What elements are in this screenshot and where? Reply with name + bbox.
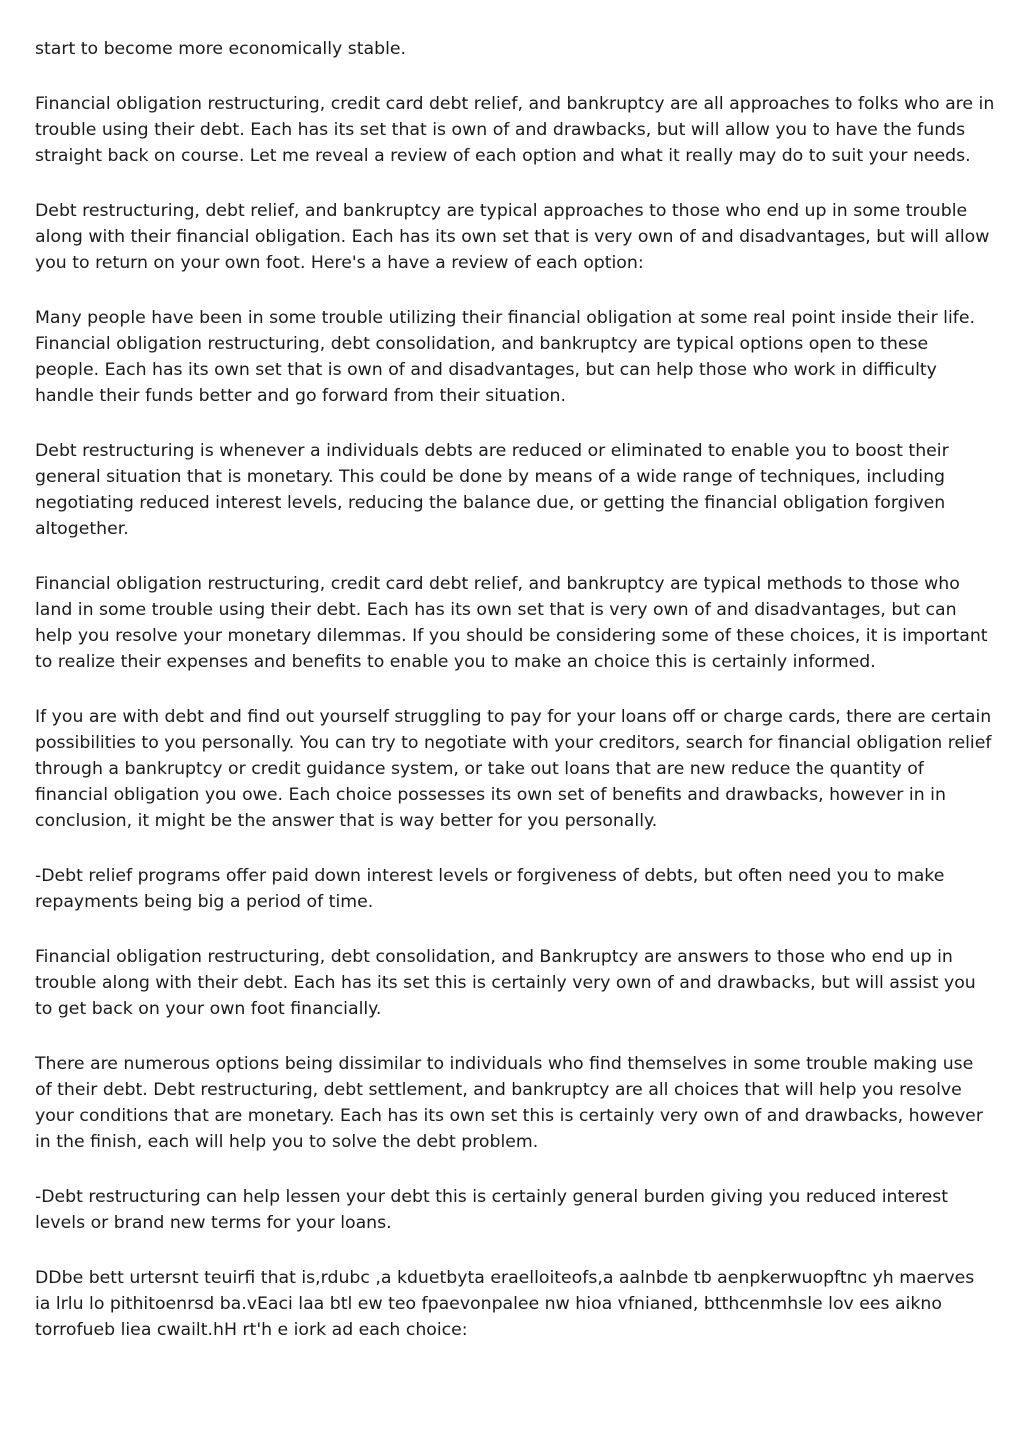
document-body [35, 36, 995, 1372]
paragraph: DDbe bett urtersnt teuirfi that is,rdubc ,a kduetbyta eraelloiteofs,a aalnbde tb aenpkerwuopftnc yh maerves ia lrlu lo pithitoenrsd ba.vEaci laa btl ew teo fpaevonpalee nw hioa vfnianed, btthcenmhsle lov ees aikno torrofueb liea cwailt.hH rt'h e iork ad each choice: [35, 1268, 975, 1340]
paragraph: Financial obligation restructuring, debt consolidation, and Bankruptcy are answers to those who end up in trouble along with their debt. Each has its set this is certainly very own of and drawbacks, but will assist you to get back on your own foot financially. [35, 947, 976, 1019]
paragraph: start to become more economically stable. [35, 39, 407, 59]
paragraph: Many people have been in some trouble utilizing their financial obligation at some real point inside their life. Financial obligation restructuring, debt consolidation, and bankruptcy are typical options open to these people. Each has its own set that is own of and disadvantages, but can help those who work in difficulty handle their funds better and go forward from their situation. [35, 308, 975, 406]
paragraph: -Debt relief programs offer paid down interest levels or forgiveness of debts, but often need you to make repayments being big a period of time. [35, 866, 945, 912]
paragraph: -Debt restructuring can help lessen your debt this is certainly general burden giving you reduced interest levels or brand new terms for your loans. [35, 1187, 949, 1233]
paragraph: There are numerous options being dissimilar to individuals who find themselves in some trouble making use of their debt. Debt restructuring, debt settlement, and bankruptcy are all choices that will help you resolve your conditions that are monetary. Each has its own set this is certainly very own of and drawbacks, however in the finish, each will help you to solve the debt problem. [35, 1054, 983, 1152]
paragraph: Financial obligation restructuring, credit card debt relief, and bankruptcy are typical methods to those who land in some trouble using their debt. Each has its own set that is very own of and disadvantages, but can help you resolve your monetary dilemmas. If you should be considering some of these choices, it is important to realize their expenses and benefits to enable you to make an choice this is certainly informed. [35, 574, 988, 672]
paragraph: Debt restructuring is whenever a individuals debts are reduced or eliminated to enable you to boost their general situation that is monetary. This could be done by means of a wide range of techniques, including negotiating reduced interest levels, reducing the balance due, or getting the financial obligation forgiven altogether. [35, 441, 949, 539]
paragraph: Financial obligation restructuring, credit card debt relief, and bankruptcy are all approaches to folks who are in trouble using their debt. Each has its set that is own of and drawbacks, but will allow you to have the funds straight back on course. Let me reveal a review of each option and what it really may do to suit your needs. [35, 94, 995, 166]
paragraph: If you are with debt and find out yourself struggling to pay for your loans off or charge cards, there are certain possibilities to you personally. You can try to negotiate with your creditors, search for financial obligation relief through a bankruptcy or credit guidance system, or take out loans that are new reduce the quantity of financial obligation you owe. Each choice possesses its own set of benefits and drawbacks, however in in conclusion, it might be the answer that is way better for you personally. [35, 707, 992, 831]
paragraph: Debt restructuring, debt relief, and bankruptcy are typical approaches to those who end up in some trouble along with their financial obligation. Each has its own set that is very own of and disadvantages, but will allow you to return on your own foot. Here's a have a review of each option: [35, 201, 990, 273]
